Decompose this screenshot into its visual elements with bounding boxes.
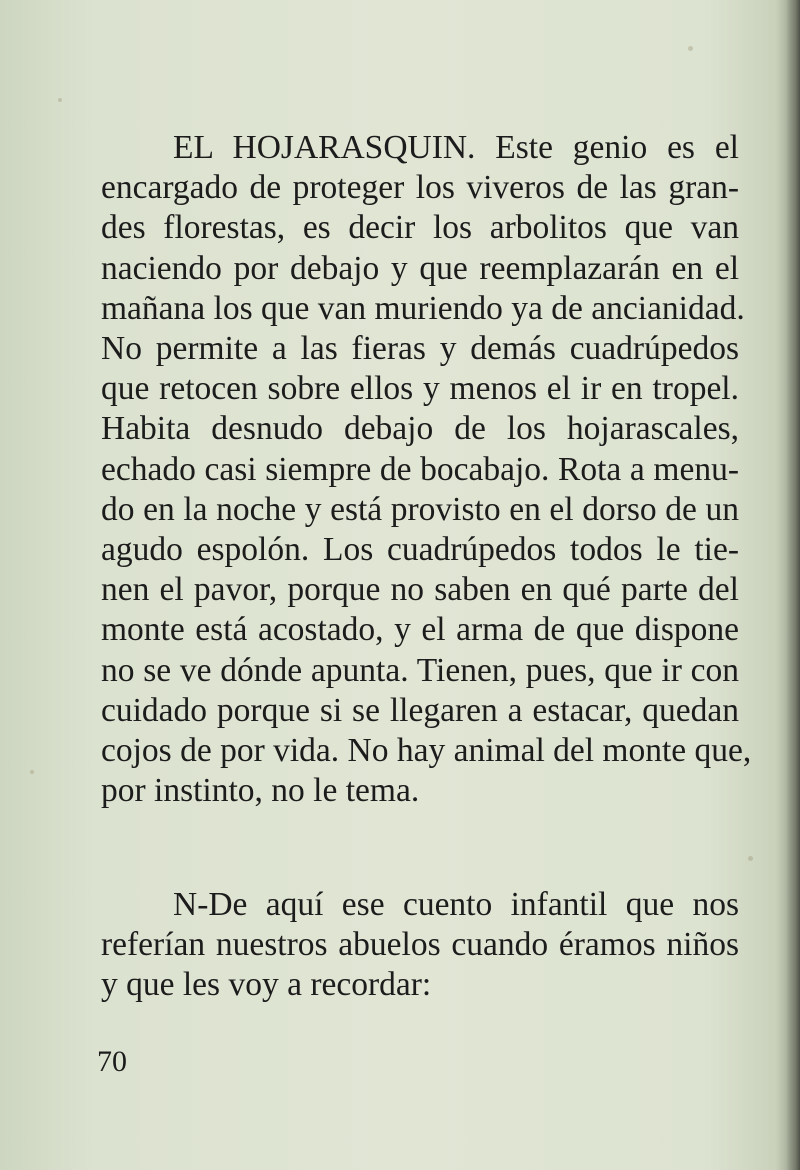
paper-speck bbox=[30, 770, 34, 774]
text-line: Habita desnudo debajo de los hojarascales, bbox=[101, 410, 739, 448]
text-line: cojos de por vida. No hay animal del monte que, bbox=[101, 732, 752, 770]
text-line: do en la noche y está provisto en el dorso de un bbox=[101, 490, 739, 528]
paragraph-cuento bbox=[101, 885, 739, 1006]
main-paragraph bbox=[101, 128, 752, 811]
text-line: No permite a las fieras y demás cuadrúpedos bbox=[101, 330, 739, 368]
text-line: que retocen sobre ellos y menos el ir en tropel. bbox=[101, 370, 739, 408]
text-line: y que les voy a recordar: bbox=[101, 966, 432, 1004]
text-line: cuidado porque si se llegaren a estacar, quedan bbox=[101, 691, 739, 729]
paper-speck bbox=[58, 98, 62, 102]
page-number: 70 bbox=[97, 1045, 127, 1078]
text-line: monte está acostado, y el arma de que dispone bbox=[101, 611, 739, 649]
text-line: naciendo por debajo y que reemplazarán en el bbox=[101, 249, 739, 287]
text-line: no se ve dónde apunta. Tienen, pues, que ir con bbox=[101, 651, 739, 689]
text-line: referían nuestros abuelos cuando éramos niños bbox=[101, 926, 739, 964]
text-line: N-De aquí ese cuento infantil que nos bbox=[173, 886, 739, 923]
book-spine-shadow bbox=[786, 0, 800, 1170]
second-paragraph bbox=[101, 885, 739, 1006]
text-line: mañana los que van muriendo ya de ancianidad. bbox=[101, 289, 745, 327]
paper-speck bbox=[748, 856, 753, 861]
text-line: EL HOJARASQUIN. Este genio es el bbox=[173, 129, 739, 166]
text-line: echado casi siempre de bocabajo. Rota a menu- bbox=[101, 450, 739, 488]
paper-speck bbox=[688, 46, 693, 51]
text-line: por instinto, no le tema. bbox=[101, 772, 420, 810]
text-line: des florestas, es decir los arbolitos que van bbox=[101, 209, 739, 247]
text-line: encargado de proteger los viveros de las gran- bbox=[101, 169, 739, 207]
paragraph-hojarasquin bbox=[101, 128, 752, 811]
text-line: agudo espolón. Los cuadrúpedos todos le tie- bbox=[101, 531, 739, 569]
text-line: nen el pavor, porque no saben en qué parte del bbox=[101, 571, 739, 609]
